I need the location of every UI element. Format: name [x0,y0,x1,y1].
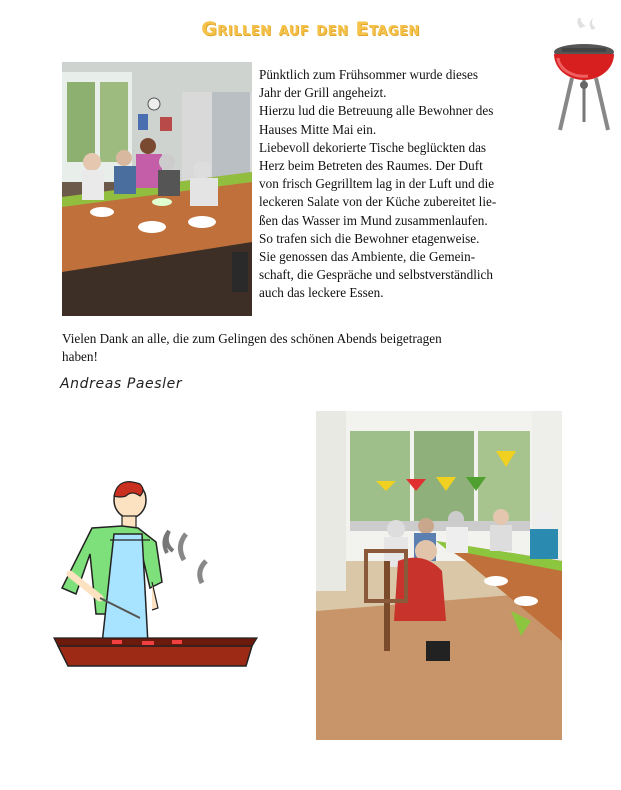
text-line: ßen das Wasser im Mund zusammenlaufen. [259,212,488,228]
page-title: Grillen auf den Etagen [201,18,420,40]
text-line: Hauses Mitte Mai ein. [259,121,377,137]
text-line: Liebevoll dekorierte Tische beglückten das [259,139,487,155]
chef-grilling-clipart [52,478,262,673]
photo-dining-room [62,62,252,316]
text-line: Sie genossen das Ambiente, die Gemein- [259,249,476,265]
article-body [259,66,559,303]
bbq-grill-icon [552,18,616,136]
text-line: schaft, die Gespräche und selbstverständlich [259,267,494,283]
text-line: So trafen sich die Bewohner etagenweise. [259,230,480,246]
text-line: auch das leckere Essen. [259,285,384,301]
text-line: Herz beim Betreten des Raumes. Der Duft [259,158,483,174]
text-line: von frisch Gegrilltem lag in der Luft und die [259,176,495,192]
text-line: Vielen Dank an alle, die zum Gelingen des schönen Abends beigetragen [62,331,442,346]
text-line: Pünktlich zum Frühsommer wurde dieses [259,67,479,82]
signature: Andreas Paesler [60,376,183,392]
thanks-paragraph [62,330,562,366]
text-line: haben! [62,349,98,365]
photo-garden-room [316,411,562,740]
text-line: leckeren Salate von der Küche zubereitet lie- [259,194,497,210]
text-line: Jahr der Grill angeheizt. [259,85,387,101]
text-line: Hierzu lud die Betreuung alle Bewohner des [259,103,494,119]
